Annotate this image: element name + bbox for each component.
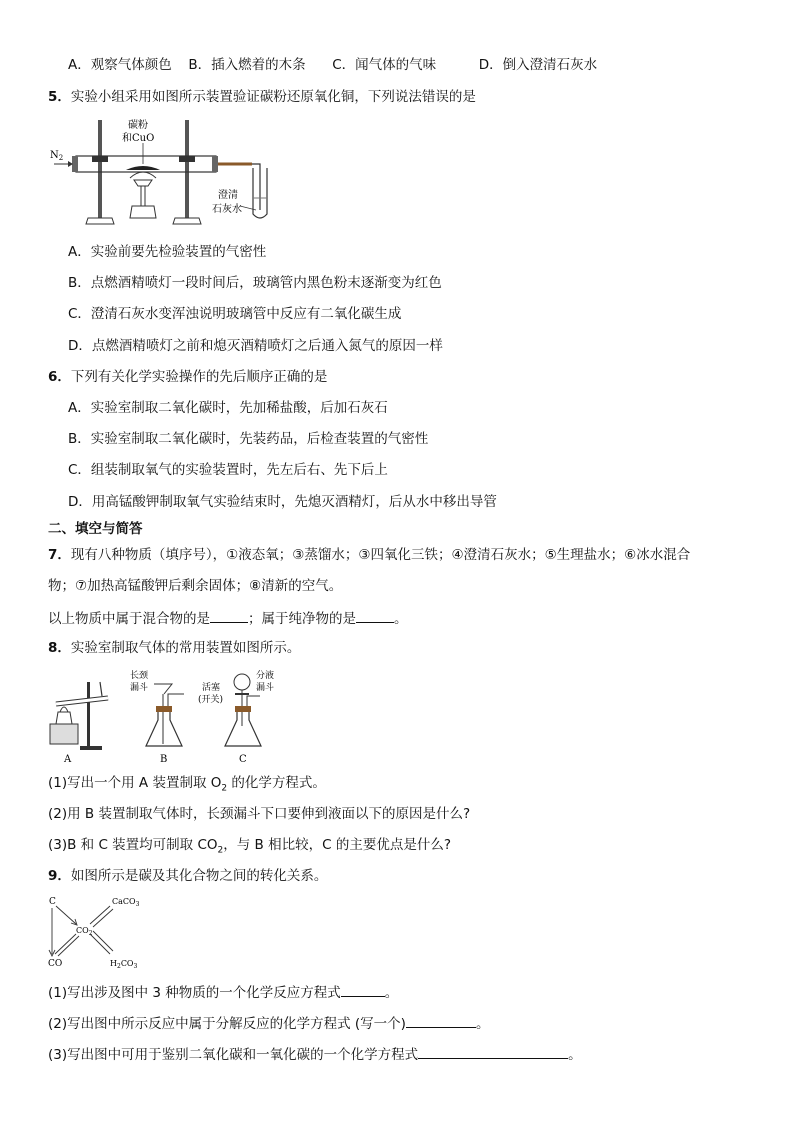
q5-label-limewater-2: 石灰水 — [212, 204, 242, 215]
q8-stem — [48, 639, 300, 657]
q8-sub2: (2)用 B 装置制取气体时，长颈漏斗下口要伸到液面以下的原因是什么? — [48, 806, 471, 822]
q8-label-stopcock-2: (开关) — [198, 695, 224, 705]
q8-number: 8． — [48, 640, 71, 656]
q8-label-a: A — [64, 754, 72, 765]
q9-stem-text: 如图所示是碳及其化合物之间的转化关系。 — [70, 868, 328, 884]
q9-figure-conversion — [46, 894, 156, 970]
q6-stem-text: 下列有关化学实验操作的先后顺序正确的是 — [70, 369, 328, 385]
q9-number: 9． — [48, 868, 71, 884]
q8-sub1-b: 的化学方程式。 — [227, 775, 326, 791]
section-title: 二、填空与简答 — [48, 521, 143, 537]
q8-sub3-subscript: 2 — [217, 845, 224, 856]
q9-label-co: CO — [48, 959, 63, 969]
q5-stem-text: 实验小组采用如图所示装置验证碳粉还原氧化铜，下列说法错误的是 — [70, 89, 476, 105]
q6-option-a: A．实验室制取二氧化碳时，先加稀盐酸，后加石灰石 — [68, 400, 388, 416]
q8-label-b: B — [160, 754, 168, 765]
q9-stem — [48, 867, 327, 885]
q8-sub3-b: ，与 B 相比较，C 的主要优点是什么? — [223, 837, 451, 853]
q7-line3-a: 以上物质中属于混合物的是 — [48, 611, 210, 627]
q9-sub2-a: (2)写出图中所示反应中属于分解反应的化学方程式 (写一个) — [48, 1016, 406, 1032]
q7-line3-b: ；属于纯净物的是 — [248, 611, 356, 627]
q8-label-c: C — [239, 754, 247, 765]
q9-label-caco3: CaCO$_3$ — [112, 897, 140, 908]
q5-number: 5． — [48, 89, 71, 105]
q8-label-sep-funnel-1: 分液 — [256, 671, 275, 681]
q7-number: 7． — [48, 547, 71, 563]
q4-option-d: D．倒入澄清石灰水 — [478, 57, 598, 73]
q9-blank-3[interactable] — [418, 1044, 568, 1059]
q9-blank-1[interactable] — [341, 982, 385, 997]
q6-option-c: C．组装制取氧气的实验装置时，先左后右、先下后上 — [68, 462, 388, 478]
q7-line1-text: 现有八种物质（填序号），①液态氧；③蒸馏水；③四氧化三铁；④澄清石灰水；⑤生理盐水；⑥冰水混合 — [70, 547, 691, 563]
q8-label-long-funnel-1: 长颈 — [130, 671, 149, 681]
q5-label-n2: $N_2$ — [50, 150, 64, 162]
q5-option-a: A．实验前要先检验装置的气密性 — [68, 244, 267, 260]
q8-figure-apparatus — [42, 664, 292, 766]
q9-sub1 — [48, 982, 398, 1002]
q5-option-b: B．点燃酒精喷灯一段时间后，玻璃管内黑色粉末逐渐变为红色 — [68, 275, 442, 291]
q9-sub2 — [48, 1013, 489, 1033]
q8-label-long-funnel-2: 漏斗 — [130, 683, 149, 693]
q7-line3-c: 。 — [394, 611, 408, 627]
q8-sub3-a: (3)B 和 C 装置均可制取 CO — [48, 837, 218, 853]
q6-option-b: B．实验室制取二氧化碳时，先装药品，后检查装置的气密性 — [68, 431, 429, 447]
q5-stem — [48, 88, 476, 106]
q9-sub3-a: (3)写出图中可用于鉴别二氧化碳和一氧化碳的一个化学方程式 — [48, 1047, 419, 1063]
q9-sub3-b: 。 — [568, 1047, 582, 1063]
q7-line1 — [48, 546, 690, 564]
q4-option-c: C．闻气体的气味 — [332, 57, 437, 73]
q8-stem-text: 实验室制取气体的常用装置如图所示。 — [70, 640, 301, 656]
q7-blank-mixture[interactable] — [210, 608, 248, 623]
q9-sub1-b: 。 — [384, 985, 399, 1001]
q8-label-sep-funnel-2: 漏斗 — [256, 683, 275, 693]
q6-stem — [48, 368, 327, 386]
q9-label-c: C — [49, 897, 56, 907]
q7-line2: 物；⑦加热高锰酸钾后剩余固体；⑧清新的空气。 — [48, 578, 343, 594]
q9-sub2-b: 。 — [475, 1016, 490, 1032]
q9-label-h2co3: $H_2CO_3$ — [110, 959, 138, 970]
q6-number: 6． — [48, 369, 71, 385]
q5-option-d: D．点燃酒精喷灯之前和熄灭酒精喷灯之后通入氮气的原因一样 — [68, 338, 443, 354]
q6-option-d: D．用高锰酸钾制取氧气实验结束时，先熄灭酒精灯，后从水中移出导管 — [68, 494, 497, 510]
q4-option-b: B．插入燃着的木条 — [188, 57, 306, 73]
q9-sub1-a: (1)写出涉及图中 3 种物质的一个化学反应方程式 — [48, 985, 341, 1001]
q8-label-stopcock-1: 活塞 — [202, 683, 221, 693]
q9-sub3 — [48, 1044, 582, 1064]
q7-blank-pure[interactable] — [356, 608, 394, 623]
q5-option-c: C．澄清石灰水变浑浊说明玻璃管中反应有二氧化碳生成 — [68, 306, 402, 322]
q4-option-a: A．观察气体颜色 — [68, 57, 172, 73]
q5-label-powder-1: 碳粉 — [128, 120, 148, 131]
q8-sub3 — [48, 836, 451, 860]
q9-blank-2[interactable] — [406, 1013, 476, 1028]
q4-options — [68, 56, 597, 74]
q5-label-powder-2: 和CuO — [122, 133, 155, 144]
q5-label-limewater-1: 澄清 — [218, 190, 238, 201]
q5-figure-apparatus — [48, 114, 288, 229]
q8-sub1 — [48, 774, 326, 798]
q8-sub1-a: (1)写出一个用 A 装置制取 O — [48, 775, 222, 791]
q9-label-co2: $CO_2$ — [76, 926, 93, 937]
q7-line3 — [48, 608, 408, 628]
q8-sub1-subscript: 2 — [221, 783, 228, 794]
